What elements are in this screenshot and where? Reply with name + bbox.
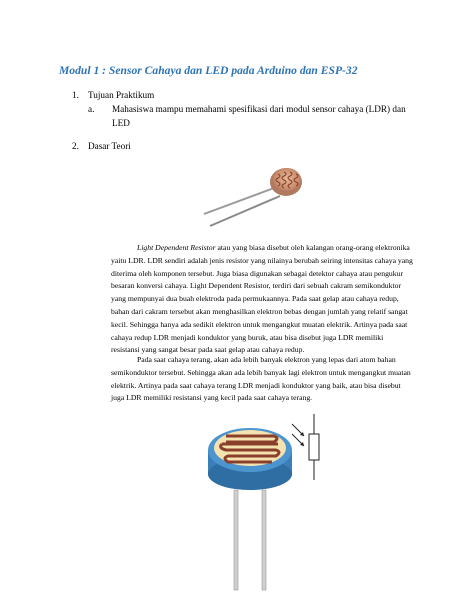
paragraph-text: atau yang biasa disebut oleh kalangan orang-orang elektronika [215, 243, 410, 252]
list-label: Tujuan Praktikum [88, 90, 155, 100]
ldr-photo-image [196, 158, 306, 240]
ldr-illustration-with-symbol [196, 404, 336, 594]
italic-term: Light Dependent Resistor [137, 243, 216, 252]
paragraph-line: semikonduktor tersebut. Sehingga akan ada lebih banyak lagi elektron untuk mengangkut muatan [111, 367, 411, 377]
sub-list-text [112, 103, 422, 130]
paragraph-line: diterima oleh komponen tersebut. Juga biasa digunakan sebagai detektor cahaya atau pengukur [111, 268, 404, 278]
module-title: Modul 1 : Sensor Cahaya dan LED pada Arduino dan ESP-32 [59, 64, 358, 77]
list-number: 2. [72, 141, 79, 151]
paragraph-line: cahaya redup LDR menjadi konduktor yang buruk, atau bisa disebut juga LDR memiliki [111, 332, 384, 342]
paragraph-line: yaitu LDR. LDR sendiri adalah jenis resistor yang nilainya berubah seiring intensitas cahaya yang [111, 255, 413, 265]
list-label: Dasar Teori [88, 141, 131, 151]
paragraph-line: besaran konversi cahaya. Light Dependent Resistor, terdiri dari sebuah cakram semikonduktor [111, 281, 402, 291]
paragraph-line: bahan dari cakram tersebut akan menghasilkan elektron bebas dengan jumlah yang relatif sangat [111, 306, 408, 316]
paragraph-line [111, 242, 451, 255]
paragraph-line: resistansi yang sangat besar pada saat gelap atau cahaya redup. [111, 345, 305, 355]
sub-list-letter: a. [88, 104, 95, 114]
paragraph-ldr-definition [111, 242, 451, 357]
sub-list-text-line: Mahasiswa mampu memahami spesifikasi dari modul sensor cahaya (LDR) dan [112, 104, 406, 114]
paragraph-line: yang mempunyai dua buah elektroda pada permukaannya. Pada saat gelap atau cahaya redup, [111, 294, 399, 304]
sub-list-text-line: LED [112, 117, 130, 128]
paragraph-line: juga LDR memiliki resistansi yang kecil pada saat cahaya terang. [111, 393, 313, 403]
list-number: 1. [72, 90, 79, 100]
paragraph-bright-light [111, 354, 451, 405]
paragraph-line [111, 354, 451, 367]
paragraph-line: kecil. Sehingga hanya ada sedikit elektron untuk mengangkut muatan elektrik. Artinya pada saat [111, 319, 408, 329]
paragraph-line: elektrik. Artinya pada saat cahaya terang LDR menjadi konduktor yang baik, atau bisa disebut [111, 380, 401, 390]
paragraph-text: Pada saat cahaya terang, akan ada lebih banyak elektron yang lepas dari atom bahan [137, 355, 396, 364]
